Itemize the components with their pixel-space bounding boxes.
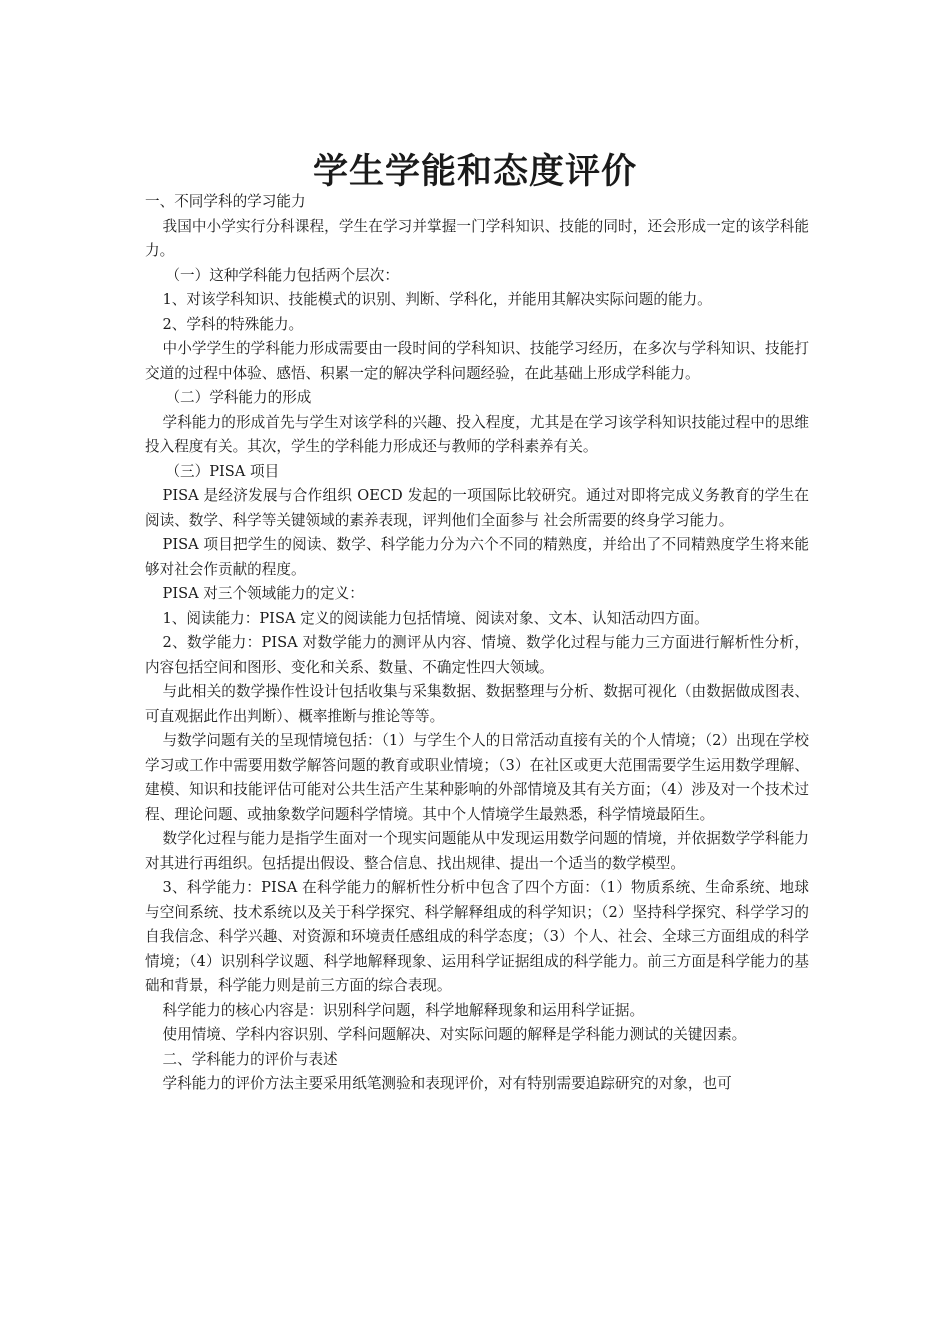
paragraph: （一）这种学科能力包括两个层次： [165, 266, 399, 284]
paragraph: 科学能力的核心内容是：识别科学问题，科学地解释现象和运用科学证据。 [162, 1001, 645, 1019]
paragraph: 二、学科能力的评价与表述 [162, 1050, 338, 1068]
document-title: 学生学能和态度评价 [312, 151, 637, 193]
paragraph: 2、学科的特殊能力。 [162, 315, 304, 333]
paragraph: 使用情境、学科内容识别、学科问题解决、对实际问题的解释是学科能力测试的关键因素。 [162, 1026, 747, 1043]
paragraph: 中小学学生的学科能力形成需要由一段时间的学科知识、技能学习经历，在多次与学科知识、技能打交道的过程中体验、感悟、积累一定的解决学科问题经验，在此基础上形成学科能力。 [145, 340, 809, 382]
paragraph: 3、科学能力：PISA 在科学能力的解析性分析中包含了四个方面：（1）物质系统、生命系统、地球与空间系统、技术系统以及关于科学探究、科学解释组成的科学知识；（2）坚持科学探究、科学学习的自我信念、科学兴趣、对资源和环境责任感组成的科学态度；（3）个人、社会、全球三方面组成的科学情境；（4）识别科学议题、科学地解释现象、运用科学证据组成的科学能力。前三方面是科学能力的基础和背景，科学能力则是前三方面的综合表现。 [145, 879, 809, 994]
paragraph: 我国中小学实行分科课程，学生在学习并掌握一门学科知识、技能的同时，还会形成一定的该学科能力。 [145, 217, 809, 259]
paragraph: 与此相关的数学操作性设计包括收集与采集数据、数据整理与分析、数据可视化（由数据做成图表、可直观据此作出判断）、概率推断与推论等等。 [145, 683, 809, 725]
paragraph: 与数学问题有关的呈现情境包括：（1）与学生个人的日常活动直接有关的个人情境；（2）出现在学校学习或工作中需要用数学解答问题的教育或职业情境；（3）在社区或更大范围需要学生运用数学理解、建模、知识和技能评估可能对公共生活产生某种影响的外部情境及其有关方面；（4）涉及对一个技术过程、理论问题、或抽象数学问题科学情境。其中个人情境学生最熟悉，科学情境最陌生。 [145, 732, 809, 823]
paragraph: 学科能力的评价方法主要采用纸笔测验和表现评价，对有特别需要追踪研究的对象，也可 [162, 1075, 732, 1092]
paragraph: 1、对该学科知识、技能模式的识别、判断、学科化，并能用其解决实际问题的能力。 [162, 291, 712, 308]
paragraph: PISA 对三个领域能力的定义： [162, 585, 364, 602]
document-body [145, 190, 809, 1097]
paragraph: （二）学科能力的形成 [165, 389, 312, 406]
paragraph: 1、阅读能力：PISA 定义的阅读能力包括情境、阅读对象、文本、认知活动四方面。 [162, 609, 709, 627]
paragraph: 一、不同学科的学习能力 [145, 193, 306, 210]
paragraph: PISA 是经济发展与合作组织 OECD 发起的一项国际比较研究。通过对即将完成义务教育的学生在阅读、数学、科学等关键领域的素养表现，评判他们全面参与 社会所需要的终身学习能力。 [145, 487, 809, 529]
paragraph: 2、数学能力：PISA 对数学能力的测评从内容、情境、数学化过程与能力三方面进行解析性分析，内容包括空间和图形、变化和关系、数量、不确定性四大领域。 [145, 634, 809, 676]
paragraph: 学科能力的形成首先与学生对该学科的兴趣、投入程度，尤其是在学习该学科知识技能过程中的思维投入程度有关。其次，学生的学科能力形成还与教师的学科素养有关。 [145, 413, 809, 455]
paragraph: （三）PISA 项目 [165, 462, 280, 480]
paragraph: 数学化过程与能力是指学生面对一个现实问题能从中发现运用数学问题的情境，并依据数学学科能力对其进行再组织。包括提出假设、整合信息、找出规律、提出一个适当的数学模型。 [145, 830, 809, 872]
paragraph: PISA 项目把学生的阅读、数学、科学能力分为六个不同的精熟度，并给出了不同精熟度学生将来能够对社会作贡献的程度。 [145, 536, 809, 578]
